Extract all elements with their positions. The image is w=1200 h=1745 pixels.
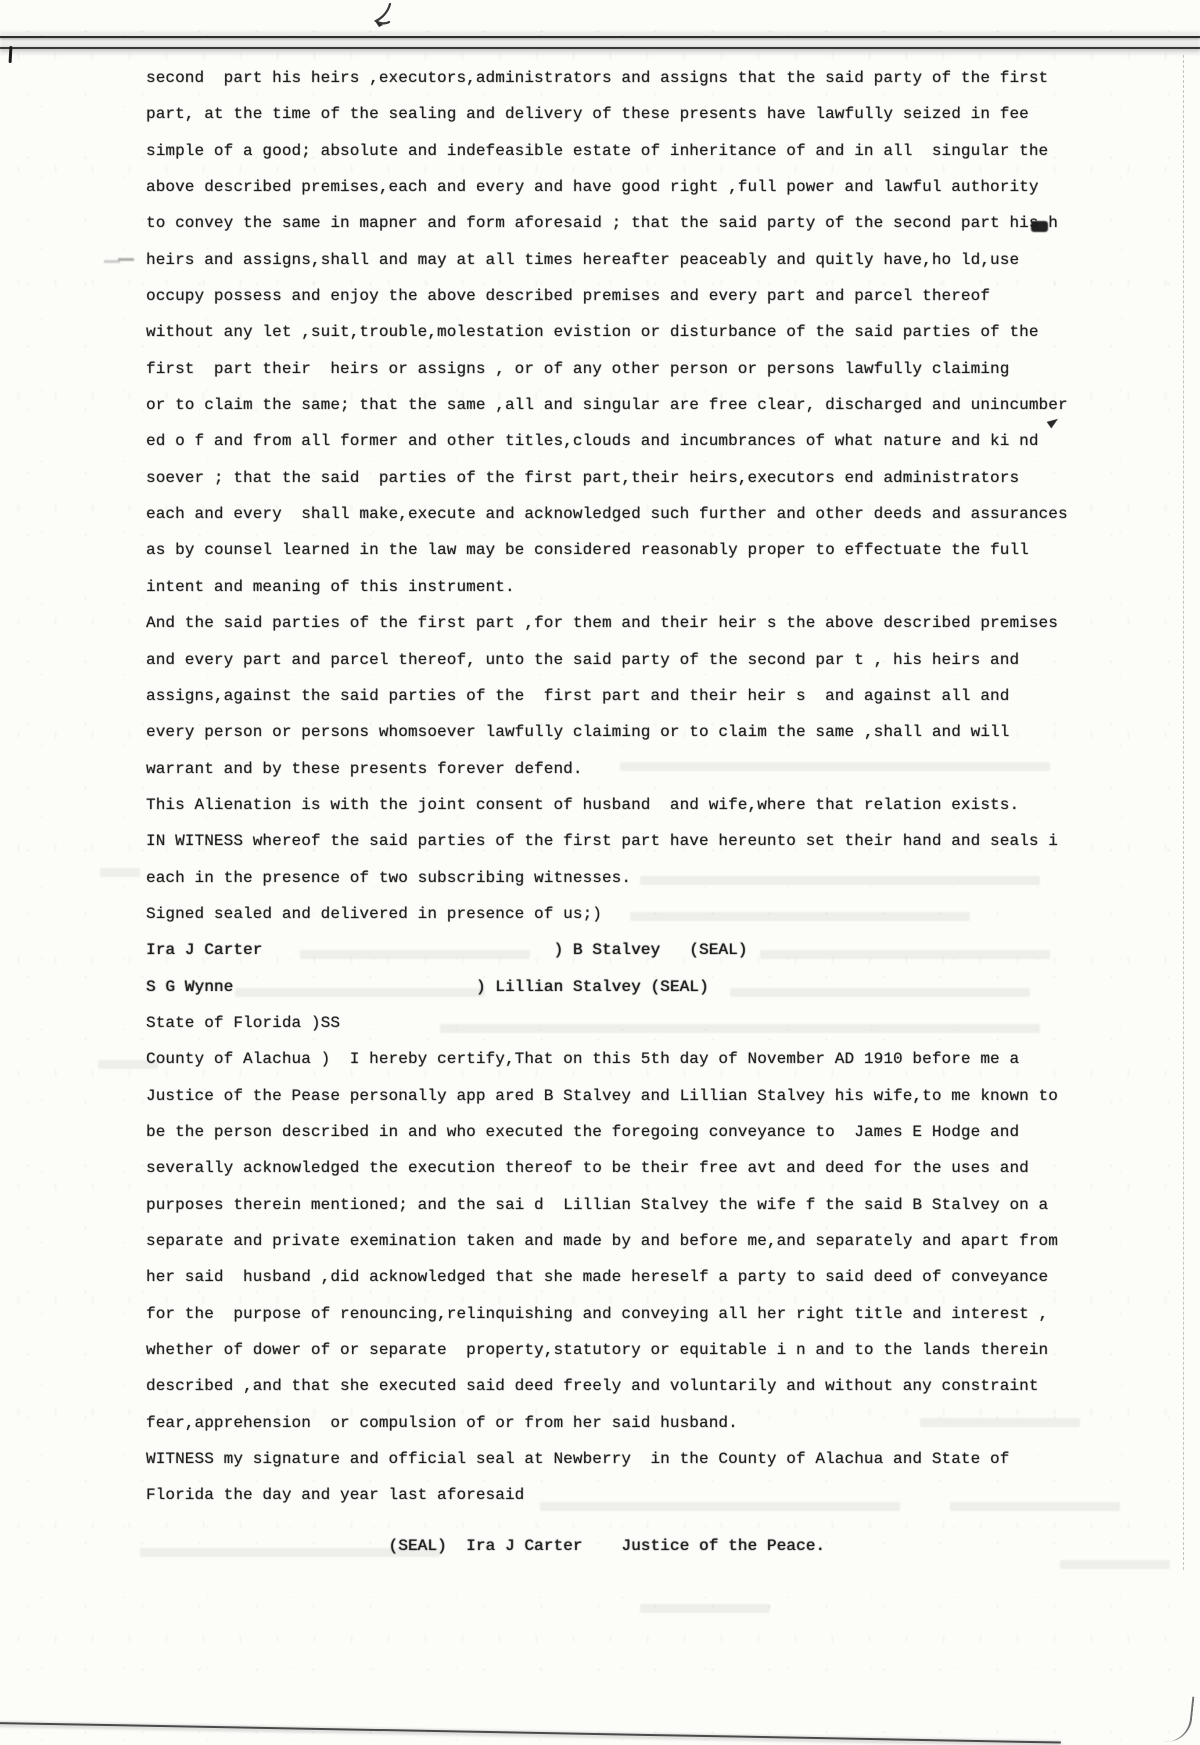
document-line: separate and private exemination taken and made by and before me,and separately and apart from [146,1232,1058,1250]
document-line: second part his heirs ,executors,administrators and assigns that the said party of the first [146,69,1049,87]
document-text-block [146,60,1146,1564]
county-of-alachua-certify-line: County of Alachua ) I hereby certify,That on this 5th day of November AD 1910 before me a [146,1050,1020,1069]
document-line: heirs and assigns,shall and may at all times hereafter peaceably and quitly have,ho ld,use [146,250,1020,269]
document-line: And the said parties of the first part ,for them and their heir s the above described premises [146,614,1058,633]
document-line: described ,and that she executed said deed freely and voluntarily and without any constraint [146,1377,1039,1396]
state-of-florida-line: State of Florida )SS [146,1013,341,1032]
scan-top-rule-2 [0,47,1200,49]
scan-top-band [0,31,1200,55]
document-line: as by counsel learned in the law may be considered reasonably proper to effectuate the full [146,541,1029,560]
scan-top-rule-1 [0,36,1200,38]
document-line: part, at the time of the sealing and delivery of these presents have lawfully seized in fee [146,105,1029,124]
scan-hook-mark [362,2,404,37]
document-line: severally acknowledged the execution thereof to be their free avt and deed for the uses and [146,1159,1029,1178]
document-line: or to claim the same; that the same ,all and singular are free clear, discharged and unincumber [146,396,1068,415]
document-line: to convey the same in mapner and form aforesaid ; that the said party of the second part his h [146,214,1058,233]
document-line: each and every shall make,execute and acknowledged such further and other deeds and assurances [146,505,1068,524]
document-line: Florida the day and year last aforesaid [146,1486,525,1505]
hook-mark-icon [362,2,404,32]
document-line: intent and meaning of this instrument. [146,577,515,596]
document-line: for the purpose of renouncing,relinquishing and conveying all her right title and interest , [146,1304,1049,1323]
document-line: her said husband ,did acknowledged that she made hereself a party to said deed of conveyance [146,1268,1049,1287]
witness-wynne-lillian-seal-line: S G Wynne ) Lillian Stalvey (SEAL) [146,977,709,996]
document-line: warrant and by these presents forever defend. [146,759,583,778]
document-line: simple of a good; absolute and indefeasible estate of inheritance of and in all singular the [146,141,1049,160]
document-line: whether of dower of or separate property,statutory or equitable i n and to the lands therein [146,1341,1049,1360]
document-line: every person or persons whomsoever lawfully claiming or to claim the same ,shall and will [146,723,1010,742]
document-line: fear,apprehension or compulsion of or from her said husband. [146,1413,738,1432]
scan-bottom-rule [0,1722,1061,1744]
document-line: and every part and parcel thereof, unto the said party of the second par t , his heirs and [146,650,1020,669]
scan-tick-mark [9,46,13,63]
document-line: assigns,against the said parties of the first part and their heir s and against all and [146,686,1010,705]
scan-ghost-text [640,1604,770,1613]
document-line: ed o f and from all former and other titles,clouds and incumbrances of what nature and ki nd [146,432,1039,451]
document-line: purposes therein mentioned; and the sai d Lillian Stalvey the wife f the said B Stalvey on a [146,1195,1049,1214]
notary-seal-signature-line: (SEAL) Ira J Carter Justice of the Peace. [146,1536,826,1555]
document-line: without any let ,suit,trouble,molestation evistion or disturbance of the said parties of the [146,323,1039,342]
document-line: occupy possess and enjoy the above described premises and every part and parcel thereof [146,287,991,306]
witness-signature-seal-line: WITNESS my signature and official seal at Newberry in the County of Alachua and State of [146,1450,1010,1469]
document-line: soever ; that the said parties of the first part,their heirs,executors end administrators [146,468,1020,487]
scan-right-margin-line [1183,55,1184,1570]
scan-ghost-text [100,868,140,877]
scan-dash-mark [118,258,134,261]
alienation-consent-line: This Alienation is with the joint consent of husband and wife,where that relation exists. [146,795,1020,814]
document-line: above described premises,each and every and have good right ,full power and lawful authority [146,178,1039,197]
document-line: be the person described in and who executed the foregoing conveyance to James E Hodge and [146,1122,1020,1141]
in-witness-line: IN WITNESS whereof the said parties of the first part have hereunto set their hand and seals i [146,832,1058,851]
witness-carter-stalvey-seal-line: Ira J Carter ) B Stalvey (SEAL) [146,941,748,960]
document-line: first part their heirs or assigns , or of any other person or persons lawfully claiming [146,359,1010,378]
signed-sealed-line: Signed sealed and delivered in presence of us;) [146,904,602,923]
document-line: each in the presence of two subscribing witnesses. [146,868,632,887]
scan-page-curl [1160,1694,1195,1745]
document-line: Justice of the Pease personally app ared B Stalvey and Lillian Stalvey his wife,to me known to [146,1086,1058,1105]
